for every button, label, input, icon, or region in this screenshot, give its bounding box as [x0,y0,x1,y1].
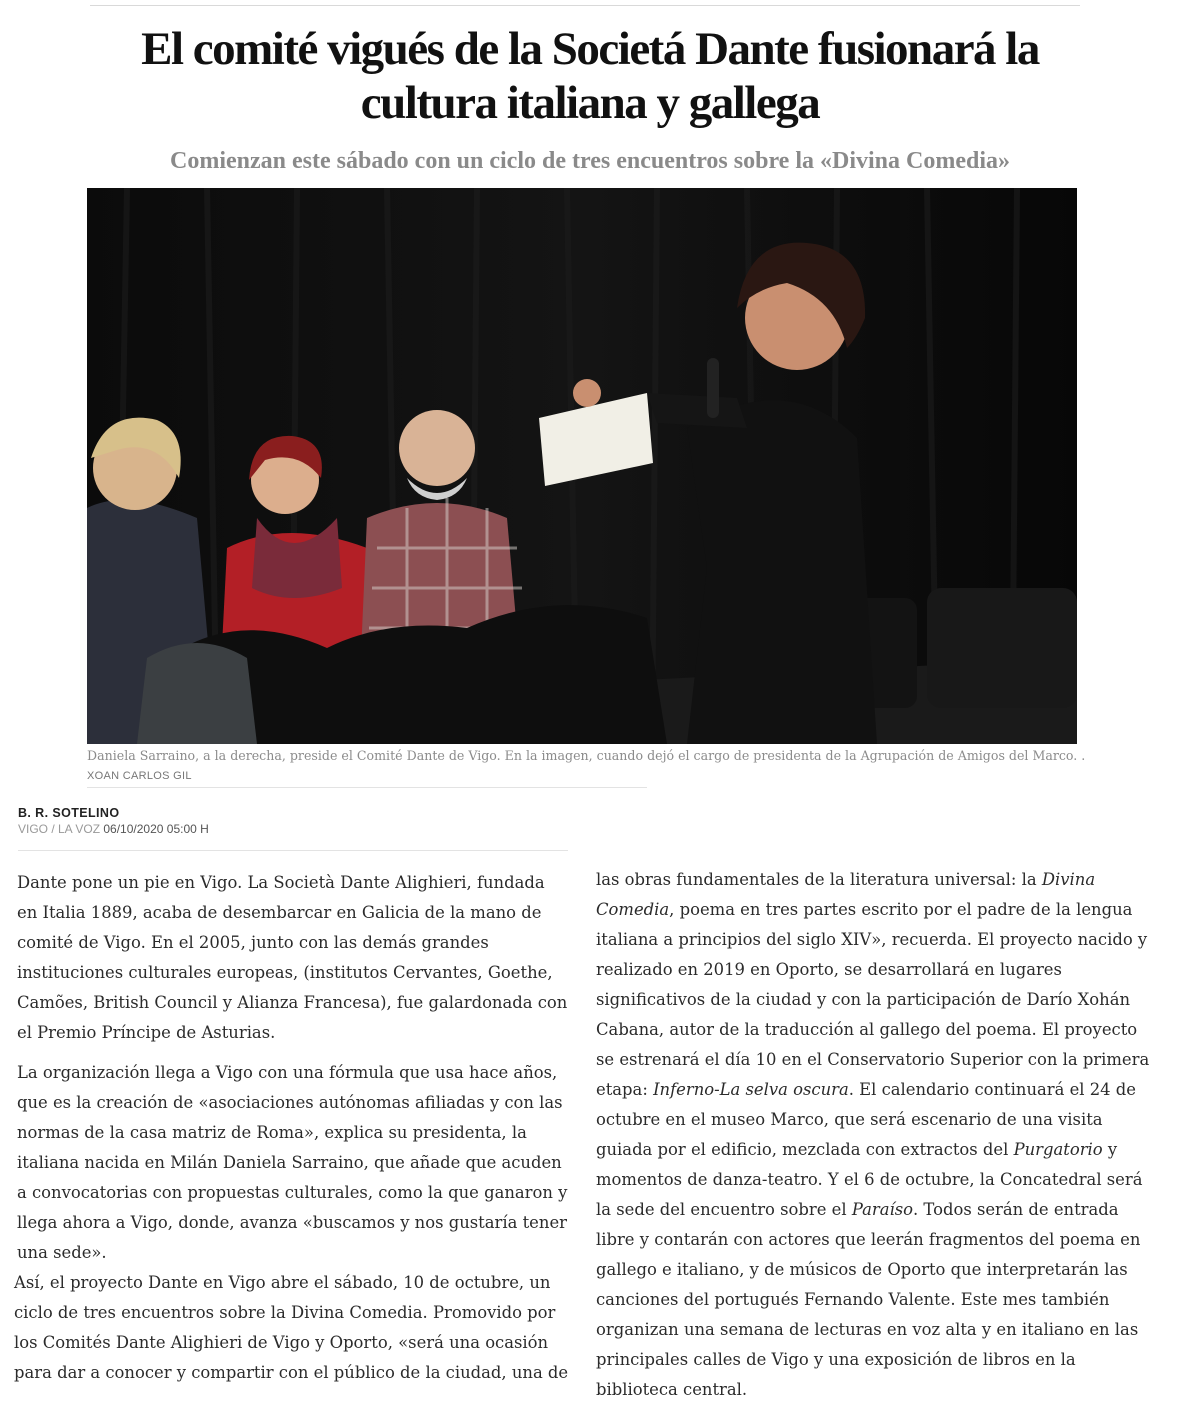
caption-divider [87,787,647,788]
body-paragraph: La organización llega a Vigo con una fórmula que usa hace años, que es la creación de «asociaciones autónomas afiliadas y con las normas de la casa matriz de Roma», explica su presidenta, la italiana nacida en Milán Daniela Sarraino, que añade que acuden a convocatorias con propuestas culturales, como la que ganaron y llega ahora a Vigo, donde, avanza «buscamos y nos gustaría tener una sede». [17,1063,568,1262]
body-italic-text: Paraíso [851,1200,914,1219]
event-photo-illustration [87,188,1077,744]
location-label: VIGO / LA VOZ [18,822,101,836]
body-italic-text: Inferno-La selva oscura [653,1080,849,1099]
dateline [18,822,209,836]
body-italic-text: Divina Comedia [596,870,1096,919]
headline: El comité vigués de la Societá Dante fusionará la cultura italiana y gallega [141,23,1039,129]
photo-caption: Daniela Sarraino, a la derecha, preside el Comité Dante de Vigo. En la imagen, cuando dejó el cargo de presidenta de la Agrupación de Amigos del Marco. . [87,748,1086,763]
body-text: , poema en tres partes escrito por el padre de la lengua italiana a principios del siglo XIV», recuerda. El proyecto nacido y realizado en 2019 en Oporto, se desarrollará en lugares significativos de la ciudad y con la participación de Darío Xohán Cabana, autor de la traducción al gallego del poema. El proyecto se estrenará el día 10 en el Conservatorio Superior con la primera etapa: [596,900,1150,1099]
body-paragraph: Así, el proyecto Dante en Vigo abre el sábado, 10 de octubre, un ciclo de tres encuentros sobre la Divina Comedia. Promovido por los Comités Dante Alighieri de Vigo y Oporto, «será una ocasión para dar a conocer y compartir con el público de la ciudad, una de [14,1273,569,1382]
body-text: las obras fundamentales de la literatura universal: la [596,870,1042,889]
photo-credit: XOAN CARLOS GIL [87,770,192,782]
publish-date: 06/10/2020 05:00 H [103,822,209,836]
body-text: y momentos de danza-teatro. Y el 6 de octubre, la Concatedral será la sede del encuentro sobre el [596,1140,1143,1219]
body-column-left [14,868,570,1388]
article-photo [87,188,1077,744]
body-paragraph: Dante pone un pie en Vigo. La Società Dante Alighieri, fundada en Italia 1889, acaba de desembarcar en Galicia de la mano de comité de Vigo. En el 2005, junto con las demás grandes instituciones culturales europeas, (institutos Cervantes, Goethe, Camões, British Council y Alianza Francesa), fue galardonada con el Premio Príncipe de Asturias. [17,873,568,1042]
body-text: . Todos serán de entrada libre y contarán con actores que leerán fragmentos del poema en gallego e italiano, y de músicos de Oporto que interpretarán las canciones del portugués Fernando Valente. Este mes también organizan una semana de lecturas en voz alta y en italiano en las principales calles de Vigo y una exposición de libros en la biblioteca central. [596,1200,1141,1399]
author-byline[interactable]: B. R. SOTELINO [18,806,120,820]
body-column-right [596,865,1156,1405]
subtitle: Comienzan este sábado con un ciclo de tres encuentros sobre la «Divina Comedia» [170,148,1010,174]
top-divider [90,5,1080,6]
meta-divider [18,850,568,851]
body-italic-text: Purgatorio [1013,1140,1103,1159]
body-text: . El calendario continuará el 24 de octubre en el museo Marco, que será escenario de una visita guiada por el edificio, mezclada con extractos del [596,1080,1137,1159]
body-paragraph [596,865,1156,1405]
